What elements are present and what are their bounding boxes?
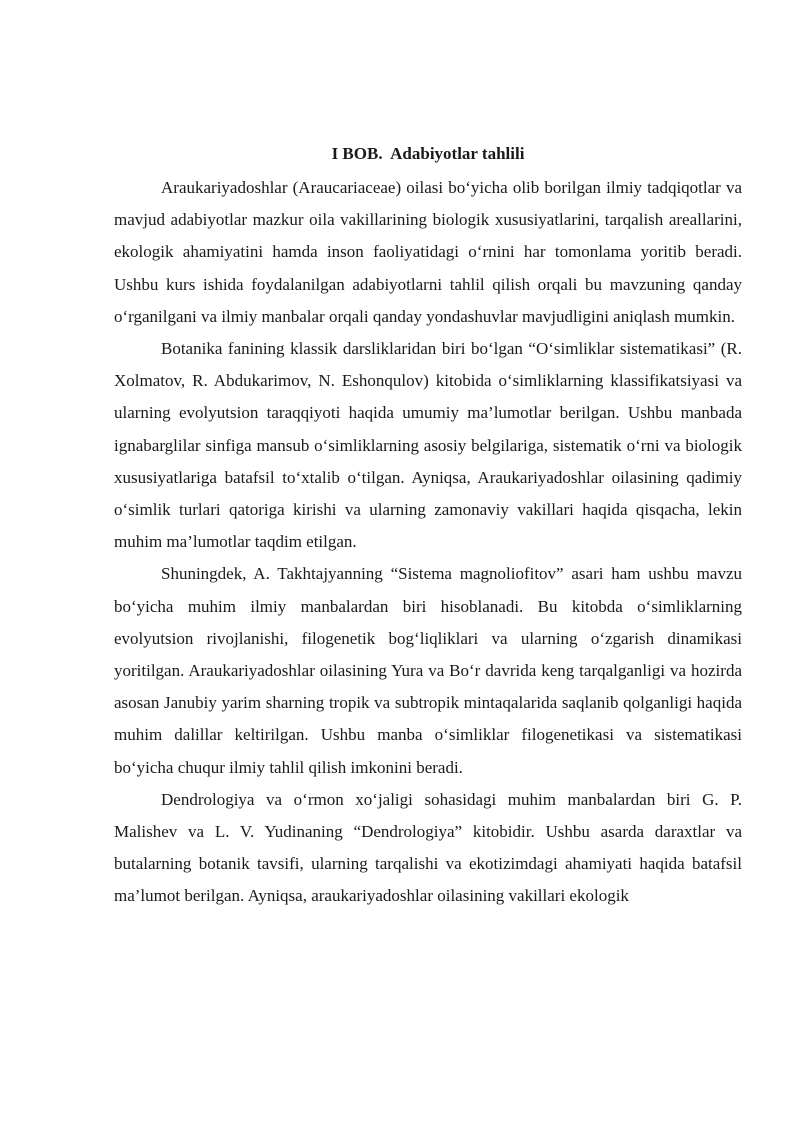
paragraph-4: Dendrologiya va o‘rmon xo‘jaligi sohasidagi muhim manbalardan biri G. P. Malishev va L. V. Yudinaning “Dendrologiya” kitobidir. Ushbu asarda daraxtlar va butalarning botanik tavsifi, ularning tarqalishi va ekotizimdagi ahamiyati haqida batafsil ma’lumot berilgan. Ayniqsa, araukariyadoshlar oilasining vakillari ekologik bbox=[114, 789, 742, 906]
paragraph-3: Shuningdek, A. Takhtajyanning “Sistema magnoliofitov” asari ham ushbu mavzu bo‘yicha muhim ilmiy manbalardan biri hisoblanadi. Bu kitobda o‘simliklarning evolyutsion rivojlanishi, filogenetik bog‘liqliklari va ularning o‘zgarish dinamikasi yoritilgan. Araukariyadoshlar oilasining Yura va Bo‘r davrida keng tarqalganligi va hozirda asosan Janubiy yarim sharning tropik va subtropik mintaqalarida saqlanib qolganligi haqida muhim dalillar keltirilgan. Ushbu manba o‘simliklar filogenetikasi va sistematikasi bo‘yicha chuqur ilmiy tahlil qilish imkonini beradi. bbox=[114, 564, 742, 777]
page-content bbox=[114, 142, 742, 913]
chapter-title: I BOB. Adabiyotlar tahlili bbox=[331, 144, 525, 163]
paragraph-2: Botanika fanining klassik darsliklaridan biri bo‘lgan “O‘simliklar sistematikasi” (R. Xolmatov, R. Abdukarimov, N. Eshonqulov) kitobida o‘simliklarning klassifikatsiyasi va ularning evolyutsion taraqqiyoti haqida umumiy ma’lumotlar berilgan. Ushbu manbada ignabarglilar sinfiga mansub o‘simliklarning asosiy belgilariga, sistematik o‘rni va biologik xususiyatlariga batafsil to‘xtalib o‘tilgan. Ayniqsa, Araukariyadoshlar oilasining qadimiy o‘simlik turlari qatoriga kirishi va ularning zamonaviy vakillari haqida qisqacha, lekin muhim ma’lumotlar taqdim etilgan. bbox=[114, 339, 742, 552]
paragraph-1: Araukariyadoshlar (Araucariaceae) oilasi bo‘yicha olib borilgan ilmiy tadqiqotlar va mavjud adabiyotlar mazkur oila vakillarining biologik xususiyatlarini, tarqalish areallarini, ekologik ahamiyatini hamda inson faoliyatidagi o‘rnini har tomonlama yoritib beradi. Ushbu kurs ishida foydalanilgan adabiyotlarni tahlil qilish orqali bu mavzuning qanday o‘rganilgani va ilmiy manbalar orqali qanday yondashuvlar mavjudligini aniqlash mumkin. bbox=[114, 178, 742, 326]
